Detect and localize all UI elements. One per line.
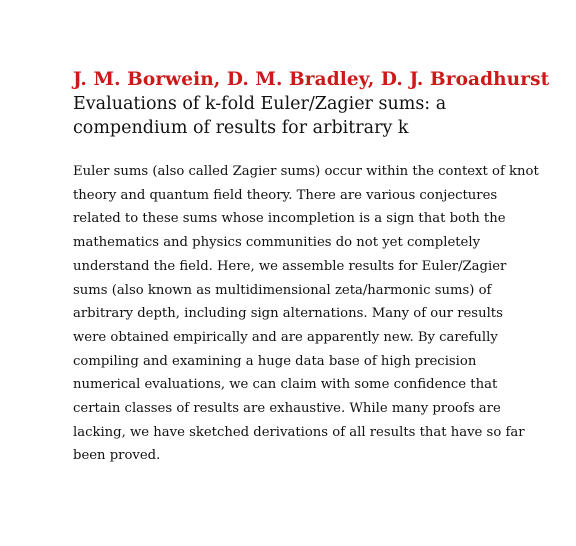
abstract-line: Euler sums (also called Zagier sums) occur within the context of knot [73, 164, 539, 179]
abstract-line: numerical evaluations, we can claim with some confidence that [73, 377, 498, 393]
abstract-line: understand the field. Here, we assemble results for Euler/Zagier [73, 258, 507, 274]
paper-header [73, 68, 550, 468]
abstract-line: related to these sums whose incompletion is a sign that both the [73, 211, 506, 227]
abstract [73, 160, 539, 468]
abstract-line: certain classes of results are exhaustive. While many proofs are [73, 401, 501, 417]
abstract-line: sums (also known as multidimensional zeta/harmonic sums) of [73, 282, 492, 298]
abstract-line: theory and quantum field theory. There are various conjectures [73, 187, 498, 203]
abstract-line: lacking, we have sketched derivations of all results that have so far [73, 424, 525, 440]
abstract-line: been proved. [73, 448, 161, 464]
abstract-line: mathematics and physics communities do not yet completely [73, 235, 481, 251]
abstract-line: compiling and examining a huge data base of high precision [73, 353, 477, 369]
abstract-line: arbitrary depth, including sign alternations. Many of our results [73, 306, 503, 322]
title-line: compendium of results for arbitrary k [73, 118, 409, 138]
paper-title [73, 92, 513, 140]
author-list: J. M. Borwein, D. M. Bradley, D. J. Broadhurst [73, 69, 550, 90]
abstract-line: were obtained empirically and are apparently new. By carefully [73, 329, 498, 345]
title-line: Evaluations of k-fold Euler/Zagier sums: a [73, 94, 447, 114]
